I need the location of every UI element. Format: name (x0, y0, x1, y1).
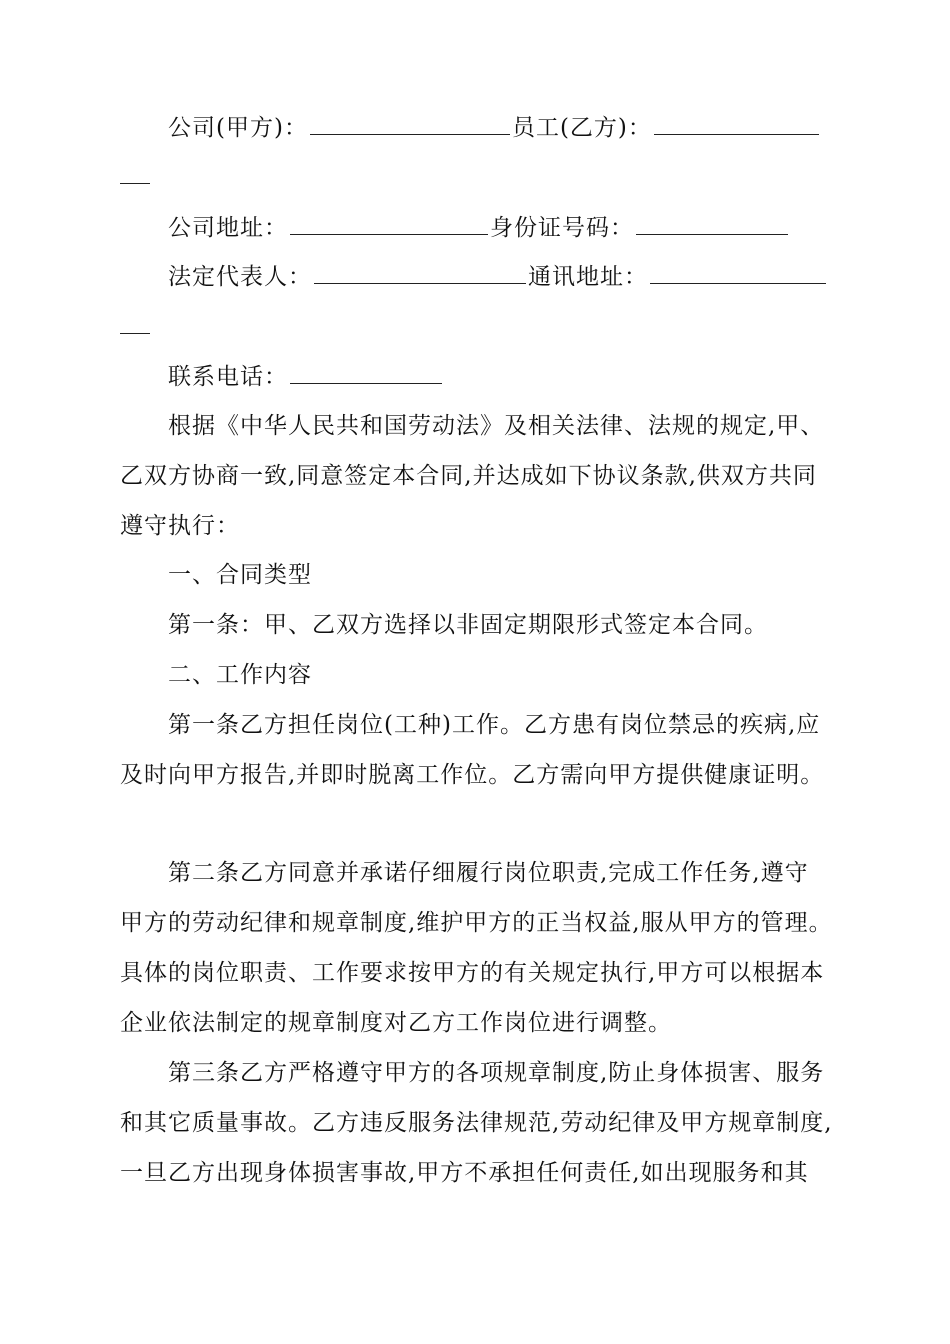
company-address-label: 公司地址： (168, 215, 288, 241)
company-address-blank[interactable] (290, 214, 488, 235)
section2-article-3-line-1: 第三条乙方严格遵守甲方的各项规章制度,防止身体损害、服务 (168, 1060, 825, 1086)
phone-line (168, 362, 444, 392)
section-heading-work-content: 二、工作内容 (168, 662, 312, 688)
intro-line-3: 遵守执行： (120, 513, 240, 539)
address-line (168, 213, 790, 243)
section2-article-2-line-1: 第二条乙方同意并承诺仔细履行岗位职责,完成工作任务,遵守 (168, 860, 809, 886)
section2-article-2-line-4: 企业依法制定的规章制度对乙方工作岗位进行调整。 (120, 1010, 672, 1036)
company-party-line (168, 113, 821, 143)
company-label: 公司(甲方)： (168, 115, 308, 141)
phone-blank[interactable] (290, 363, 442, 384)
legal-rep-line (168, 262, 828, 292)
mail-blank-continuation (120, 333, 150, 334)
section2-article-3-line-3: 一旦乙方出现身体损害事故,甲方不承担任何责任,如出现服务和其 (120, 1160, 809, 1186)
legal-rep-label: 法定代表人： (168, 264, 312, 290)
section2-article-3-line-2: 和其它质量事故。乙方违反服务法律规范,劳动纪律及甲方规章制度, (120, 1110, 833, 1136)
id-number-blank[interactable] (636, 214, 788, 235)
mail-address-blank[interactable] (650, 263, 826, 284)
intro-line-2: 乙双方协商一致,同意签定本合同,并达成如下协议条款,供双方共同 (120, 463, 817, 489)
id-number-label: 身份证号码： (490, 215, 634, 241)
section2-article-2-line-3: 具体的岗位职责、工作要求按甲方的有关规定执行,甲方可以根据本 (120, 960, 825, 986)
employee-label: 员工(乙方)： (511, 115, 652, 141)
employee-blank-continuation (120, 183, 150, 184)
section2-article-1-line-2: 及时向甲方报告,并即时脱离工作位。乙方需向甲方提供健康证明。 (120, 762, 825, 788)
section1-article-1: 第一条：甲、乙双方选择以非固定期限形式签定本合同。 (168, 612, 768, 638)
employee-name-blank[interactable] (654, 114, 819, 135)
section2-article-2-line-2: 甲方的劳动纪律和规章制度,维护甲方的正当权益,服从甲方的管理。 (120, 910, 833, 936)
section-heading-contract-type: 一、合同类型 (168, 562, 312, 588)
legal-rep-blank[interactable] (314, 263, 526, 284)
mail-address-label: 通讯地址： (528, 264, 648, 290)
section2-article-1-line-1: 第一条乙方担任岗位(工种)工作。乙方患有岗位禁忌的疾病,应 (168, 712, 821, 738)
phone-label: 联系电话： (168, 364, 288, 390)
intro-line-1: 根据《中华人民共和国劳动法》及相关法律、法规的规定,甲、 (168, 413, 825, 439)
company-name-blank[interactable] (310, 114, 510, 135)
